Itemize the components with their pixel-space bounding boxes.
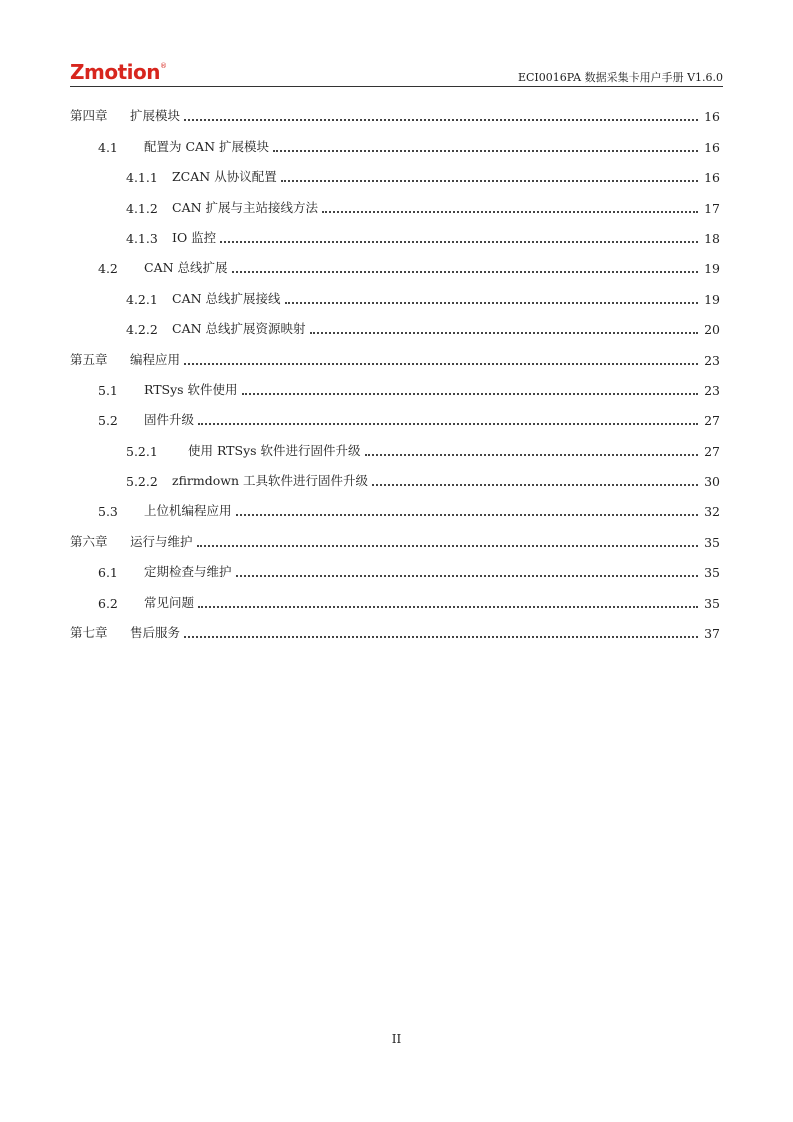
toc-number: 5.2.1 <box>126 443 158 459</box>
toc-page-number: 35 <box>704 595 720 611</box>
dot-leader <box>273 150 698 152</box>
dot-leader <box>184 636 698 638</box>
toc-number: 4.1 <box>98 139 118 155</box>
toc-number: 第五章 <box>70 351 108 367</box>
dot-leader <box>198 606 698 608</box>
registered-mark: ® <box>159 62 167 70</box>
toc-entry-4-1-1[interactable] <box>70 155 720 185</box>
toc-title: CAN 总线扩展 <box>144 260 228 276</box>
toc-title: 扩展模块 <box>130 108 181 124</box>
toc-number: 6.1 <box>98 565 118 581</box>
toc-title: 运行与维护 <box>130 533 193 549</box>
dot-leader <box>184 119 698 121</box>
toc-page-number: 32 <box>704 504 720 520</box>
logo-text: Zmotion <box>70 60 160 84</box>
document-title: ECI0016PA 数据采集卡用户手册 V1.6.0 <box>517 71 723 84</box>
toc-entry-chapter-7[interactable] <box>70 611 720 641</box>
toc-entry-6-2[interactable] <box>70 580 720 610</box>
toc-title: CAN 扩展与主站接线方法 <box>172 199 319 215</box>
dot-leader <box>184 363 698 365</box>
toc-title: CAN 总线扩展接线 <box>172 290 281 306</box>
toc-page-number: 20 <box>704 322 720 338</box>
dot-leader <box>365 454 698 456</box>
toc-entry-5-2[interactable] <box>70 398 720 428</box>
toc-number: 5.3 <box>98 504 118 520</box>
toc-title: ZCAN 从协议配置 <box>172 169 277 185</box>
toc-page-number: 16 <box>704 139 720 155</box>
toc-entry-4-2[interactable] <box>70 246 720 276</box>
toc-page-number: 23 <box>704 352 720 368</box>
toc-entry-4-1[interactable] <box>70 124 720 154</box>
page-footer-number: II <box>391 1032 402 1046</box>
dot-leader <box>285 302 698 304</box>
toc-number: 5.1 <box>98 382 118 398</box>
toc-number: 4.2 <box>98 261 118 277</box>
toc-entry-5-1[interactable] <box>70 368 720 398</box>
toc-number: 4.2.1 <box>126 291 158 307</box>
dot-leader <box>197 545 698 547</box>
toc-number: 第七章 <box>70 625 108 641</box>
toc-entry-chapter-6[interactable] <box>70 519 720 549</box>
dot-leader <box>236 575 698 577</box>
toc-number: 第四章 <box>70 108 108 124</box>
toc-entry-chapter-4[interactable] <box>70 94 720 124</box>
toc-entry-4-2-1[interactable] <box>70 276 720 306</box>
toc-entry-6-1[interactable] <box>70 550 720 580</box>
toc-title: 编程应用 <box>130 351 181 367</box>
toc-page-number: 19 <box>704 261 720 277</box>
toc-number: 5.2 <box>98 413 118 429</box>
dot-leader <box>242 393 698 395</box>
dot-leader <box>232 271 698 273</box>
toc-number: 4.1.1 <box>126 170 158 186</box>
toc-entry-5-2-2[interactable] <box>70 459 720 489</box>
toc-number: 第六章 <box>70 533 108 549</box>
toc-title: RTSys 软件使用 <box>144 381 238 397</box>
toc-page-number: 23 <box>704 382 720 398</box>
table-of-contents <box>70 94 720 641</box>
toc-entry-chapter-5[interactable] <box>70 337 720 367</box>
toc-title: zfirmdown 工具软件进行固件升级 <box>172 473 369 489</box>
toc-title: 使用 RTSys 软件进行固件升级 <box>188 442 361 458</box>
toc-page-number: 35 <box>704 565 720 581</box>
toc-page-number: 27 <box>704 443 720 459</box>
toc-page-number: 27 <box>704 413 720 429</box>
toc-title: CAN 总线扩展资源映射 <box>172 321 306 337</box>
toc-number: 4.1.3 <box>126 230 158 246</box>
dot-leader <box>372 484 698 486</box>
zmotion-logo <box>70 60 166 84</box>
toc-page-number: 16 <box>704 170 720 186</box>
toc-title: IO 监控 <box>172 229 217 245</box>
dot-leader <box>236 514 698 516</box>
toc-entry-4-2-2[interactable] <box>70 307 720 337</box>
toc-title: 上位机编程应用 <box>144 503 232 519</box>
page-header <box>70 60 723 87</box>
toc-page-number: 17 <box>704 200 720 216</box>
dot-leader <box>198 423 698 425</box>
toc-page-number: 37 <box>704 626 720 642</box>
dot-leader <box>310 332 698 334</box>
toc-number: 4.1.2 <box>126 200 158 216</box>
toc-number: 6.2 <box>98 595 118 611</box>
toc-entry-5-3[interactable] <box>70 489 720 519</box>
toc-title: 售后服务 <box>130 625 181 641</box>
toc-title: 定期检查与维护 <box>144 564 232 580</box>
toc-entry-4-1-3[interactable] <box>70 216 720 246</box>
toc-title: 固件升级 <box>144 412 195 428</box>
toc-page-number: 18 <box>704 230 720 246</box>
toc-entry-5-2-1[interactable] <box>70 428 720 458</box>
toc-number: 5.2.2 <box>126 474 158 490</box>
toc-entry-4-1-2[interactable] <box>70 185 720 215</box>
dot-leader <box>220 241 698 243</box>
toc-page-number: 19 <box>704 291 720 307</box>
toc-page-number: 30 <box>704 474 720 490</box>
toc-page-number: 16 <box>704 109 720 125</box>
toc-number: 4.2.2 <box>126 322 158 338</box>
toc-title: 配置为 CAN 扩展模块 <box>144 138 269 154</box>
dot-leader <box>322 211 698 213</box>
toc-title: 常见问题 <box>144 594 195 610</box>
toc-page-number: 35 <box>704 534 720 550</box>
dot-leader <box>281 180 698 182</box>
